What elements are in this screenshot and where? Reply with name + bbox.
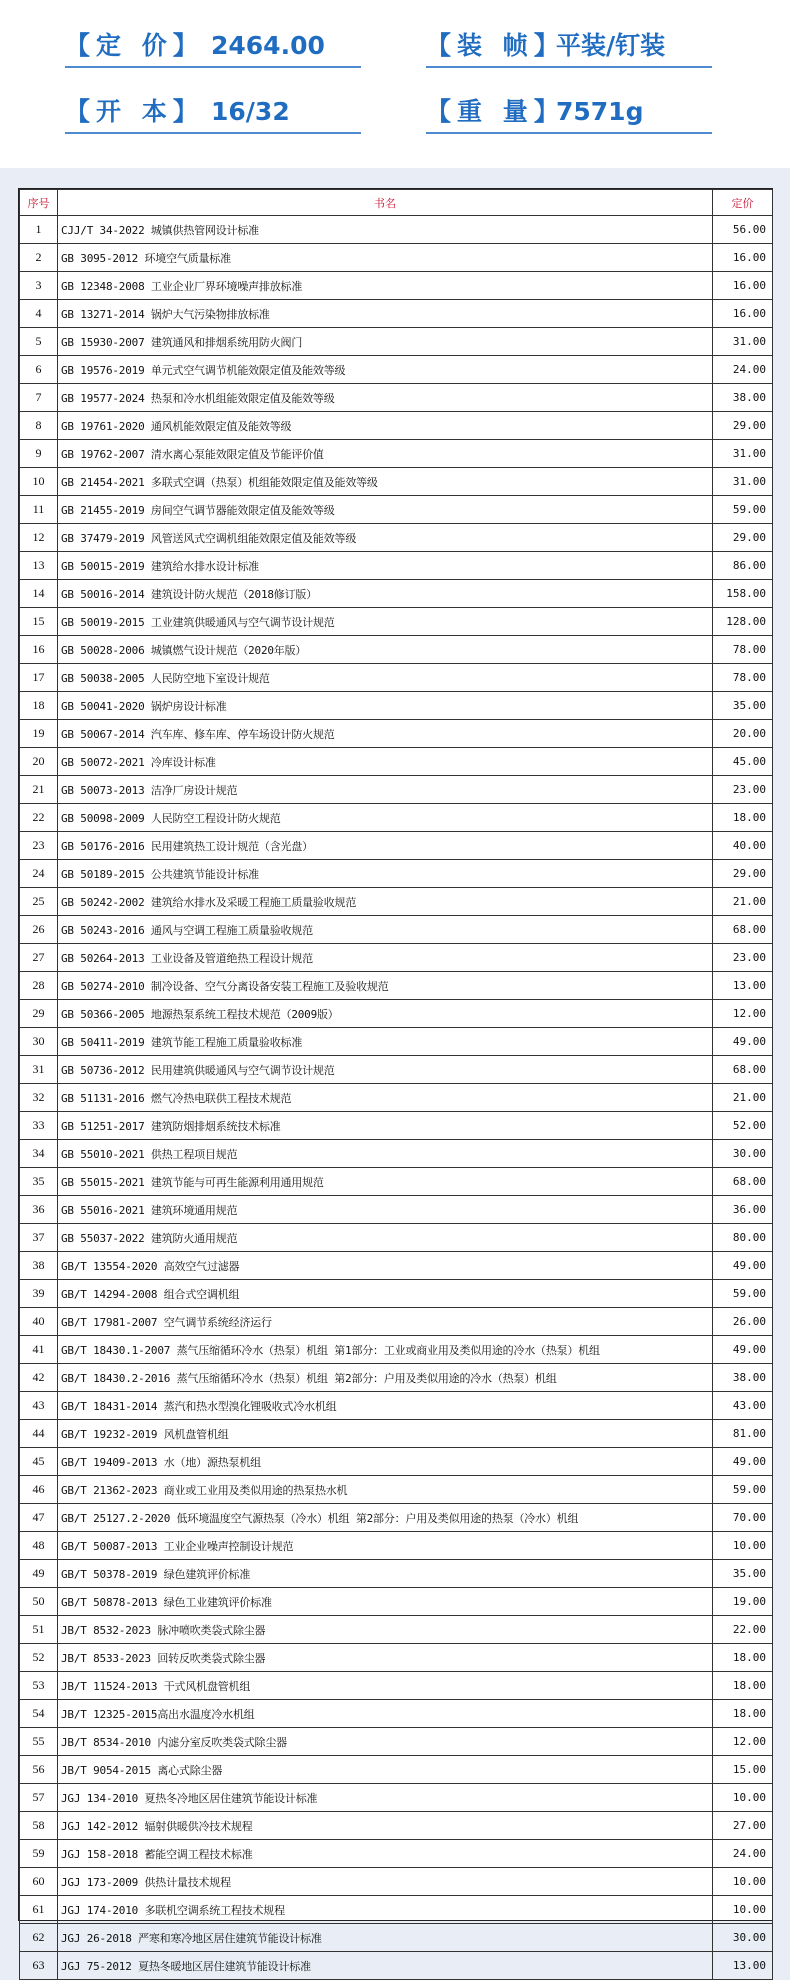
book-title: GB 50736-2012 民用建筑供暖通风与空气调节设计规范 <box>58 1056 713 1084</box>
format-label: 【开 本】 <box>65 97 204 126</box>
book-price: 18.00 <box>713 1672 773 1700</box>
row-index: 14 <box>20 580 58 608</box>
table-row <box>20 1868 773 1896</box>
book-price: 12.00 <box>713 1000 773 1028</box>
book-price: 18.00 <box>713 1700 773 1728</box>
book-price: 16.00 <box>713 272 773 300</box>
column-header-price: 定价 <box>713 190 773 216</box>
book-title: JGJ 26-2018 严寒和寒冷地区居住建筑节能设计标准 <box>58 1924 713 1952</box>
table-row <box>20 608 773 636</box>
book-title: GB/T 13554-2020 高效空气过滤器 <box>58 1252 713 1280</box>
book-title: GB/T 50378-2019 绿色建筑评价标准 <box>58 1560 713 1588</box>
row-index: 18 <box>20 692 58 720</box>
book-price: 18.00 <box>713 804 773 832</box>
row-index: 62 <box>20 1924 58 1952</box>
book-title: GB 50411-2019 建筑节能工程施工质量验收标准 <box>58 1028 713 1056</box>
book-price: 38.00 <box>713 384 773 412</box>
table-row <box>20 1952 773 1980</box>
row-index: 63 <box>20 1952 58 1980</box>
row-index: 29 <box>20 1000 58 1028</box>
table-row <box>20 272 773 300</box>
book-title: GB/T 50878-2013 绿色工业建筑评价标准 <box>58 1588 713 1616</box>
table-row <box>20 1308 773 1336</box>
book-title: GB 50189-2015 公共建筑节能设计标准 <box>58 860 713 888</box>
table-row <box>20 1616 773 1644</box>
row-index: 2 <box>20 244 58 272</box>
row-index: 9 <box>20 440 58 468</box>
table-row <box>20 972 773 1000</box>
book-price: 13.00 <box>713 972 773 1000</box>
table-row <box>20 1840 773 1868</box>
table-row <box>20 944 773 972</box>
price-field <box>65 30 361 68</box>
table-row <box>20 552 773 580</box>
book-title: GB 55015-2021 建筑节能与可再生能源利用通用规范 <box>58 1168 713 1196</box>
row-index: 5 <box>20 328 58 356</box>
table-row <box>20 1000 773 1028</box>
book-price: 78.00 <box>713 636 773 664</box>
book-title: GB/T 50087-2013 工业企业噪声控制设计规范 <box>58 1532 713 1560</box>
row-index: 40 <box>20 1308 58 1336</box>
row-index: 23 <box>20 832 58 860</box>
book-title: GB/T 19409-2013 水（地）源热泵机组 <box>58 1448 713 1476</box>
row-index: 13 <box>20 552 58 580</box>
table-row <box>20 328 773 356</box>
book-title: GB 50073-2013 洁净厂房设计规范 <box>58 776 713 804</box>
book-price: 21.00 <box>713 1084 773 1112</box>
row-index: 33 <box>20 1112 58 1140</box>
table-row <box>20 1084 773 1112</box>
table-row <box>20 1924 773 1952</box>
book-title: JGJ 75-2012 夏热冬暖地区居住建筑节能设计标准 <box>58 1952 713 1980</box>
book-info-header <box>0 0 790 168</box>
table-row <box>20 1728 773 1756</box>
row-index: 12 <box>20 524 58 552</box>
row-index: 55 <box>20 1728 58 1756</box>
table-row <box>20 1056 773 1084</box>
format-value: 16/32 <box>211 97 290 126</box>
book-price: 59.00 <box>713 1280 773 1308</box>
weight-value: 7571g <box>556 97 644 126</box>
book-title: JB/T 11524-2013 干式风机盘管机组 <box>58 1672 713 1700</box>
book-price: 29.00 <box>713 860 773 888</box>
book-title: GB 50016-2014 建筑设计防火规范（2018修订版） <box>58 580 713 608</box>
book-title: GB 50274-2010 制冷设备、空气分离设备安装工程施工及验收规范 <box>58 972 713 1000</box>
row-index: 11 <box>20 496 58 524</box>
format-field <box>65 96 361 134</box>
row-index: 16 <box>20 636 58 664</box>
book-title: GB/T 14294-2008 组合式空调机组 <box>58 1280 713 1308</box>
book-title: JGJ 142-2012 辐射供暖供冷技术规程 <box>58 1812 713 1840</box>
book-title: GB 37479-2019 风管送风式空调机组能效限定值及能效等级 <box>58 524 713 552</box>
book-price: 49.00 <box>713 1448 773 1476</box>
table-row <box>20 1252 773 1280</box>
book-price: 29.00 <box>713 412 773 440</box>
row-index: 34 <box>20 1140 58 1168</box>
table-row <box>20 1812 773 1840</box>
table-row <box>20 1700 773 1728</box>
row-index: 50 <box>20 1588 58 1616</box>
book-price: 18.00 <box>713 1644 773 1672</box>
table-row <box>20 384 773 412</box>
row-index: 15 <box>20 608 58 636</box>
book-price: 15.00 <box>713 1756 773 1784</box>
book-price: 35.00 <box>713 692 773 720</box>
table-row <box>20 1588 773 1616</box>
book-price: 70.00 <box>713 1504 773 1532</box>
book-title: GB 50243-2016 通风与空调工程施工质量验收规范 <box>58 916 713 944</box>
book-price: 16.00 <box>713 300 773 328</box>
row-index: 39 <box>20 1280 58 1308</box>
table-row <box>20 440 773 468</box>
book-title: JB/T 8534-2010 内滤分室反吹类袋式除尘器 <box>58 1728 713 1756</box>
row-index: 54 <box>20 1700 58 1728</box>
table-row <box>20 860 773 888</box>
book-price: 24.00 <box>713 1840 773 1868</box>
row-index: 17 <box>20 664 58 692</box>
price-label: 【定 价】 <box>65 31 204 60</box>
book-title: GB/T 17981-2007 空气调节系统经济运行 <box>58 1308 713 1336</box>
book-title: GB/T 19232-2019 风机盘管机组 <box>58 1420 713 1448</box>
book-title: GB 13271-2014 锅炉大气污染物排放标准 <box>58 300 713 328</box>
table-row <box>20 1196 773 1224</box>
row-index: 6 <box>20 356 58 384</box>
book-price: 59.00 <box>713 496 773 524</box>
book-title: GB 12348-2008 工业企业厂界环境噪声排放标准 <box>58 272 713 300</box>
book-title: GB 21455-2019 房间空气调节器能效限定值及能效等级 <box>58 496 713 524</box>
table-row <box>20 888 773 916</box>
book-title: JGJ 134-2010 夏热冬冷地区居住建筑节能设计标准 <box>58 1784 713 1812</box>
row-index: 53 <box>20 1672 58 1700</box>
table-row <box>20 1476 773 1504</box>
book-price: 12.00 <box>713 1728 773 1756</box>
table-row <box>20 692 773 720</box>
row-index: 27 <box>20 944 58 972</box>
row-index: 37 <box>20 1224 58 1252</box>
book-title: GB 15930-2007 建筑通风和排烟系统用防火阀门 <box>58 328 713 356</box>
book-title: GB 3095-2012 环境空气质量标准 <box>58 244 713 272</box>
column-header-title: 书名 <box>58 190 713 216</box>
weight-label: 【重 量】 <box>426 97 565 126</box>
table-row <box>20 776 773 804</box>
table-row <box>20 636 773 664</box>
row-index: 60 <box>20 1868 58 1896</box>
table-row <box>20 1672 773 1700</box>
book-title: GB 50019-2015 工业建筑供暖通风与空气调节设计规范 <box>58 608 713 636</box>
row-index: 31 <box>20 1056 58 1084</box>
book-title: GB/T 18431-2014 蒸汽和热水型溴化锂吸收式冷水机组 <box>58 1392 713 1420</box>
binding-value: 平装/钉装 <box>556 31 666 60</box>
book-price: 24.00 <box>713 356 773 384</box>
book-title: CJJ/T 34-2022 城镇供热管网设计标准 <box>58 216 713 244</box>
row-index: 8 <box>20 412 58 440</box>
weight-field <box>426 96 712 134</box>
book-title: GB 55016-2021 建筑环境通用规范 <box>58 1196 713 1224</box>
row-index: 25 <box>20 888 58 916</box>
row-index: 43 <box>20 1392 58 1420</box>
book-title: GB 50098-2009 人民防空工程设计防火规范 <box>58 804 713 832</box>
row-index: 26 <box>20 916 58 944</box>
row-index: 3 <box>20 272 58 300</box>
book-price: 78.00 <box>713 664 773 692</box>
book-title: GB/T 25127.2-2020 低环境温度空气源热泵（冷水）机组 第2部分：户用及类似用途的热泵（冷水）机组 <box>58 1504 713 1532</box>
table-row <box>20 1644 773 1672</box>
book-title: GB 50038-2005 人民防空地下室设计规范 <box>58 664 713 692</box>
book-title: GB 19761-2020 通风机能效限定值及能效等级 <box>58 412 713 440</box>
table-row <box>20 748 773 776</box>
row-index: 36 <box>20 1196 58 1224</box>
book-price: 13.00 <box>713 1952 773 1980</box>
book-title: GB/T 18430.2-2016 蒸气压缩循环冷水（热泵）机组 第2部分：户用及类似用途的冷水（热泵）机组 <box>58 1364 713 1392</box>
row-index: 59 <box>20 1840 58 1868</box>
book-title: GB 50366-2005 地源热泵系统工程技术规范（2009版） <box>58 1000 713 1028</box>
book-title: GB 51251-2017 建筑防烟排烟系统技术标准 <box>58 1112 713 1140</box>
row-index: 46 <box>20 1476 58 1504</box>
book-title: GB 50242-2002 建筑给水排水及采暖工程施工质量验收规范 <box>58 888 713 916</box>
table-row <box>20 1896 773 1924</box>
row-index: 56 <box>20 1756 58 1784</box>
table-row <box>20 1560 773 1588</box>
row-index: 24 <box>20 860 58 888</box>
row-index: 7 <box>20 384 58 412</box>
table-row <box>20 356 773 384</box>
row-index: 38 <box>20 1252 58 1280</box>
book-price: 56.00 <box>713 216 773 244</box>
table-row <box>20 524 773 552</box>
book-price: 21.00 <box>713 888 773 916</box>
book-title: JB/T 8533-2023 回转反吹类袋式除尘器 <box>58 1644 713 1672</box>
row-index: 57 <box>20 1784 58 1812</box>
row-index: 48 <box>20 1532 58 1560</box>
row-index: 47 <box>20 1504 58 1532</box>
table-row <box>20 244 773 272</box>
book-price: 86.00 <box>713 552 773 580</box>
table-row <box>20 1504 773 1532</box>
table-row <box>20 1028 773 1056</box>
book-price: 16.00 <box>713 244 773 272</box>
book-title: JB/T 9054-2015 离心式除尘器 <box>58 1756 713 1784</box>
row-index: 42 <box>20 1364 58 1392</box>
book-price: 36.00 <box>713 1196 773 1224</box>
column-header-index: 序号 <box>20 190 58 216</box>
book-title: GB 19577-2024 热泵和冷水机组能效限定值及能效等级 <box>58 384 713 412</box>
book-price: 31.00 <box>713 468 773 496</box>
row-index: 32 <box>20 1084 58 1112</box>
book-title: GB/T 21362-2023 商业或工业用及类似用途的热泵热水机 <box>58 1476 713 1504</box>
table-row <box>20 1336 773 1364</box>
book-title: GB 50041-2020 锅炉房设计标准 <box>58 692 713 720</box>
book-price: 20.00 <box>713 720 773 748</box>
row-index: 30 <box>20 1028 58 1056</box>
book-price: 128.00 <box>713 608 773 636</box>
book-price: 27.00 <box>713 1812 773 1840</box>
book-title: GB 19762-2007 清水离心泵能效限定值及节能评价值 <box>58 440 713 468</box>
table-row <box>20 300 773 328</box>
book-title: JB/T 8532-2023 脉冲喷吹类袋式除尘器 <box>58 1616 713 1644</box>
table-row <box>20 664 773 692</box>
row-index: 4 <box>20 300 58 328</box>
row-index: 61 <box>20 1896 58 1924</box>
table-row <box>20 1420 773 1448</box>
table-row <box>20 1532 773 1560</box>
table-body <box>20 216 773 1980</box>
book-list-table <box>19 189 773 1980</box>
table-row <box>20 412 773 440</box>
table-row <box>20 1364 773 1392</box>
book-price: 68.00 <box>713 1168 773 1196</box>
book-title: GB 50067-2014 汽车库、修车库、停车场设计防火规范 <box>58 720 713 748</box>
row-index: 44 <box>20 1420 58 1448</box>
book-price: 49.00 <box>713 1252 773 1280</box>
row-index: 19 <box>20 720 58 748</box>
book-title: GB 50264-2013 工业设备及管道绝热工程设计规范 <box>58 944 713 972</box>
book-price: 10.00 <box>713 1868 773 1896</box>
table-row <box>20 1448 773 1476</box>
binding-field <box>426 30 712 68</box>
book-price: 38.00 <box>713 1364 773 1392</box>
book-price: 45.00 <box>713 748 773 776</box>
row-index: 10 <box>20 468 58 496</box>
row-index: 52 <box>20 1644 58 1672</box>
book-price: 10.00 <box>713 1784 773 1812</box>
row-index: 58 <box>20 1812 58 1840</box>
book-price: 81.00 <box>713 1420 773 1448</box>
row-index: 28 <box>20 972 58 1000</box>
table-row <box>20 216 773 244</box>
book-price: 68.00 <box>713 916 773 944</box>
book-price: 23.00 <box>713 776 773 804</box>
book-title: GB 50015-2019 建筑给水排水设计标准 <box>58 552 713 580</box>
table-row <box>20 1392 773 1420</box>
table-row <box>20 916 773 944</box>
table-row <box>20 1784 773 1812</box>
book-title: GB 21454-2021 多联式空调（热泵）机组能效限定值及能效等级 <box>58 468 713 496</box>
book-title: GB/T 18430.1-2007 蒸气压缩循环冷水（热泵）机组 第1部分：工业或商业用及类似用途的冷水（热泵）机组 <box>58 1336 713 1364</box>
table-row <box>20 468 773 496</box>
table-row <box>20 1140 773 1168</box>
book-price: 10.00 <box>713 1896 773 1924</box>
book-price: 158.00 <box>713 580 773 608</box>
book-title: GB 55037-2022 建筑防火通用规范 <box>58 1224 713 1252</box>
table-row <box>20 1112 773 1140</box>
row-index: 51 <box>20 1616 58 1644</box>
book-price: 31.00 <box>713 440 773 468</box>
table-row <box>20 1756 773 1784</box>
book-price: 52.00 <box>713 1112 773 1140</box>
book-title: GB 50176-2016 民用建筑热工设计规范（含光盘） <box>58 832 713 860</box>
book-title: GB 50072-2021 冷库设计标准 <box>58 748 713 776</box>
book-price: 23.00 <box>713 944 773 972</box>
book-price: 43.00 <box>713 1392 773 1420</box>
book-title: JB/T 12325-2015高出水温度冷水机组 <box>58 1700 713 1728</box>
row-index: 49 <box>20 1560 58 1588</box>
book-title: JGJ 158-2018 蓄能空调工程技术标准 <box>58 1840 713 1868</box>
row-index: 45 <box>20 1448 58 1476</box>
book-price: 30.00 <box>713 1924 773 1952</box>
row-index: 41 <box>20 1336 58 1364</box>
book-title: JGJ 174-2010 多联机空调系统工程技术规程 <box>58 1896 713 1924</box>
row-index: 22 <box>20 804 58 832</box>
book-price: 49.00 <box>713 1028 773 1056</box>
table-row <box>20 804 773 832</box>
table-row <box>20 1168 773 1196</box>
book-title: GB 50028-2006 城镇燃气设计规范（2020年版） <box>58 636 713 664</box>
binding-label: 【装 帧】 <box>426 31 565 60</box>
book-list-table-container <box>18 188 773 1973</box>
table-header-row <box>20 190 773 216</box>
table-row <box>20 1224 773 1252</box>
row-index: 20 <box>20 748 58 776</box>
table-row <box>20 1280 773 1308</box>
table-row <box>20 496 773 524</box>
row-index: 35 <box>20 1168 58 1196</box>
table-row <box>20 832 773 860</box>
book-price: 30.00 <box>713 1140 773 1168</box>
book-title: GB 55010-2021 供热工程项目规范 <box>58 1140 713 1168</box>
price-value: 2464.00 <box>211 31 325 60</box>
book-price: 59.00 <box>713 1476 773 1504</box>
book-price: 40.00 <box>713 832 773 860</box>
book-price: 49.00 <box>713 1336 773 1364</box>
table-row <box>20 580 773 608</box>
book-title: JGJ 173-2009 供热计量技术规程 <box>58 1868 713 1896</box>
book-price: 68.00 <box>713 1056 773 1084</box>
table-row <box>20 720 773 748</box>
book-price: 19.00 <box>713 1588 773 1616</box>
book-price: 22.00 <box>713 1616 773 1644</box>
row-index: 1 <box>20 216 58 244</box>
book-price: 29.00 <box>713 524 773 552</box>
book-title: GB 19576-2019 单元式空气调节机能效限定值及能效等级 <box>58 356 713 384</box>
book-price: 26.00 <box>713 1308 773 1336</box>
book-title: GB 51131-2016 燃气冷热电联供工程技术规范 <box>58 1084 713 1112</box>
book-price: 31.00 <box>713 328 773 356</box>
book-price: 80.00 <box>713 1224 773 1252</box>
book-price: 35.00 <box>713 1560 773 1588</box>
book-price: 10.00 <box>713 1532 773 1560</box>
row-index: 21 <box>20 776 58 804</box>
